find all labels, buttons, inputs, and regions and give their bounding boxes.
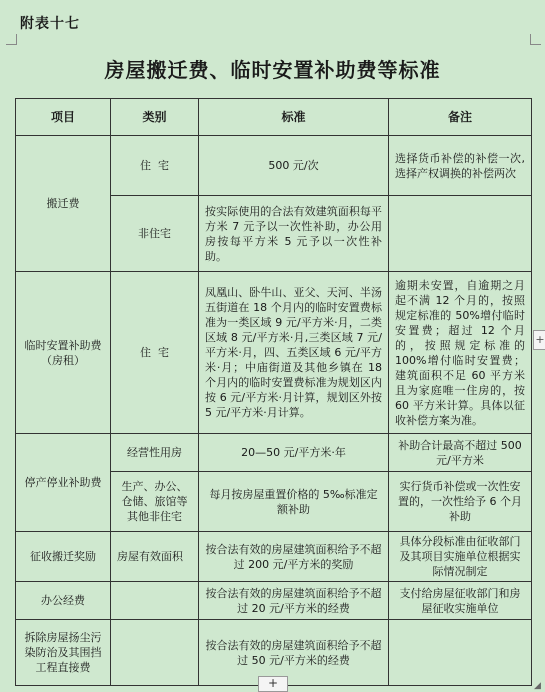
cell-note-empty [389,620,532,686]
cell-item-office: 办公经费 [16,582,111,620]
table-resize-handle[interactable]: ◢ [534,681,541,691]
cell-note: 逾期未安置，自逾期之月起不满 12 个月的，按照规定标准的 50%增付临时安置费；超过 12 个月的，按照规定标准的 100%增付临时安置费；建筑面积不足 60 平方米且为家庭唯一住房的，按 60 平方米计算。具体以征收补偿方案为准。 [389,272,532,434]
cell-note: 实行货币补偿或一次性安置的，一次性给予 6 个月补助 [389,472,532,532]
cell-standard: 每月按房屋重置价格的 5‰标准定额补助 [199,472,389,532]
table-row [16,136,532,196]
cell-category: 住 宅 [111,272,199,434]
table-row [16,532,532,582]
header-standard: 标准 [199,99,389,136]
cell-category: 住 宅 [111,136,199,196]
cell-category: 非住宅 [111,196,199,272]
header-note: 备注 [389,99,532,136]
header-category: 类别 [111,99,199,136]
cell-item-move: 搬迁费 [16,136,111,272]
cell-note: 支付给房屋征收部门和房屋征收实施单位 [389,582,532,620]
cell-standard: 按合法有效的房屋建筑面积给予不超过 50 元/平方米的经费 [199,620,389,686]
add-row-button[interactable]: + [258,676,288,692]
cell-note: 具体分段标准由征收部门及其项目实施单位根据实际情况制定 [389,532,532,582]
cell-category: 生产、办公、仓储、旅馆等其他非住宅 [111,472,199,532]
cell-category-empty [111,620,199,686]
cell-item-reward: 征收搬迁奖励 [16,532,111,582]
table-row [16,272,532,434]
appendix-label: 附表十七 [20,16,80,32]
cell-category: 房屋有效面积 [111,532,199,582]
corner-mark-left [6,34,17,45]
cell-item-stop: 停产停业补助费 [16,434,111,532]
cell-note: 补助合计最高不超过 500 元/平方米 [389,434,532,472]
standards-table [15,98,532,686]
cell-item-temp: 临时安置补助费（房租） [16,272,111,434]
cell-standard: 按实际使用的合法有效建筑面积每平方米 7 元予以一次性补助，办公用房按每平方米 5 元予以一次性补助。 [199,196,389,272]
header-item: 项目 [16,99,111,136]
cell-note: 选择货币补偿的补偿一次,选择产权调换的补偿两次 [389,136,532,196]
cell-standard: 500 元/次 [199,136,389,196]
table-row [16,582,532,620]
cell-standard: 按合法有效的房屋建筑面积给予不超过 20 元/平方米的经费 [199,582,389,620]
add-column-button[interactable]: + [533,330,545,350]
corner-mark-right [530,34,541,45]
table-header-row [16,99,532,136]
page-title: 房屋搬迁费、临时安置补助费等标准 [104,58,441,82]
cell-standard: 凤凰山、卧牛山、亚父、天河、半汤五街道在 18 个月内的临时安置费标准为一类区域 9 元/平方米·月，二类区域 8 元/平方米·月,三类区域 7 元/平方米·月，四、五类区域 6 元/平方米·月；中庙街道及其他乡镇在 18 个月内的临时安置费标准为规划区内按 6 元/平方米·月计算，规划区外按 5 元/平方米·月计算。 [199,272,389,434]
cell-item-dust: 拆除房屋扬尘污染防治及其围挡工程直接费 [16,620,111,686]
cell-category: 经营性用房 [111,434,199,472]
cell-standard: 20—50 元/平方米·年 [199,434,389,472]
cell-note-empty [389,196,532,272]
cell-standard: 按合法有效的房屋建筑面积给予不超过 200 元/平方米的奖励 [199,532,389,582]
cell-category-empty [111,582,199,620]
table-row [16,434,532,472]
